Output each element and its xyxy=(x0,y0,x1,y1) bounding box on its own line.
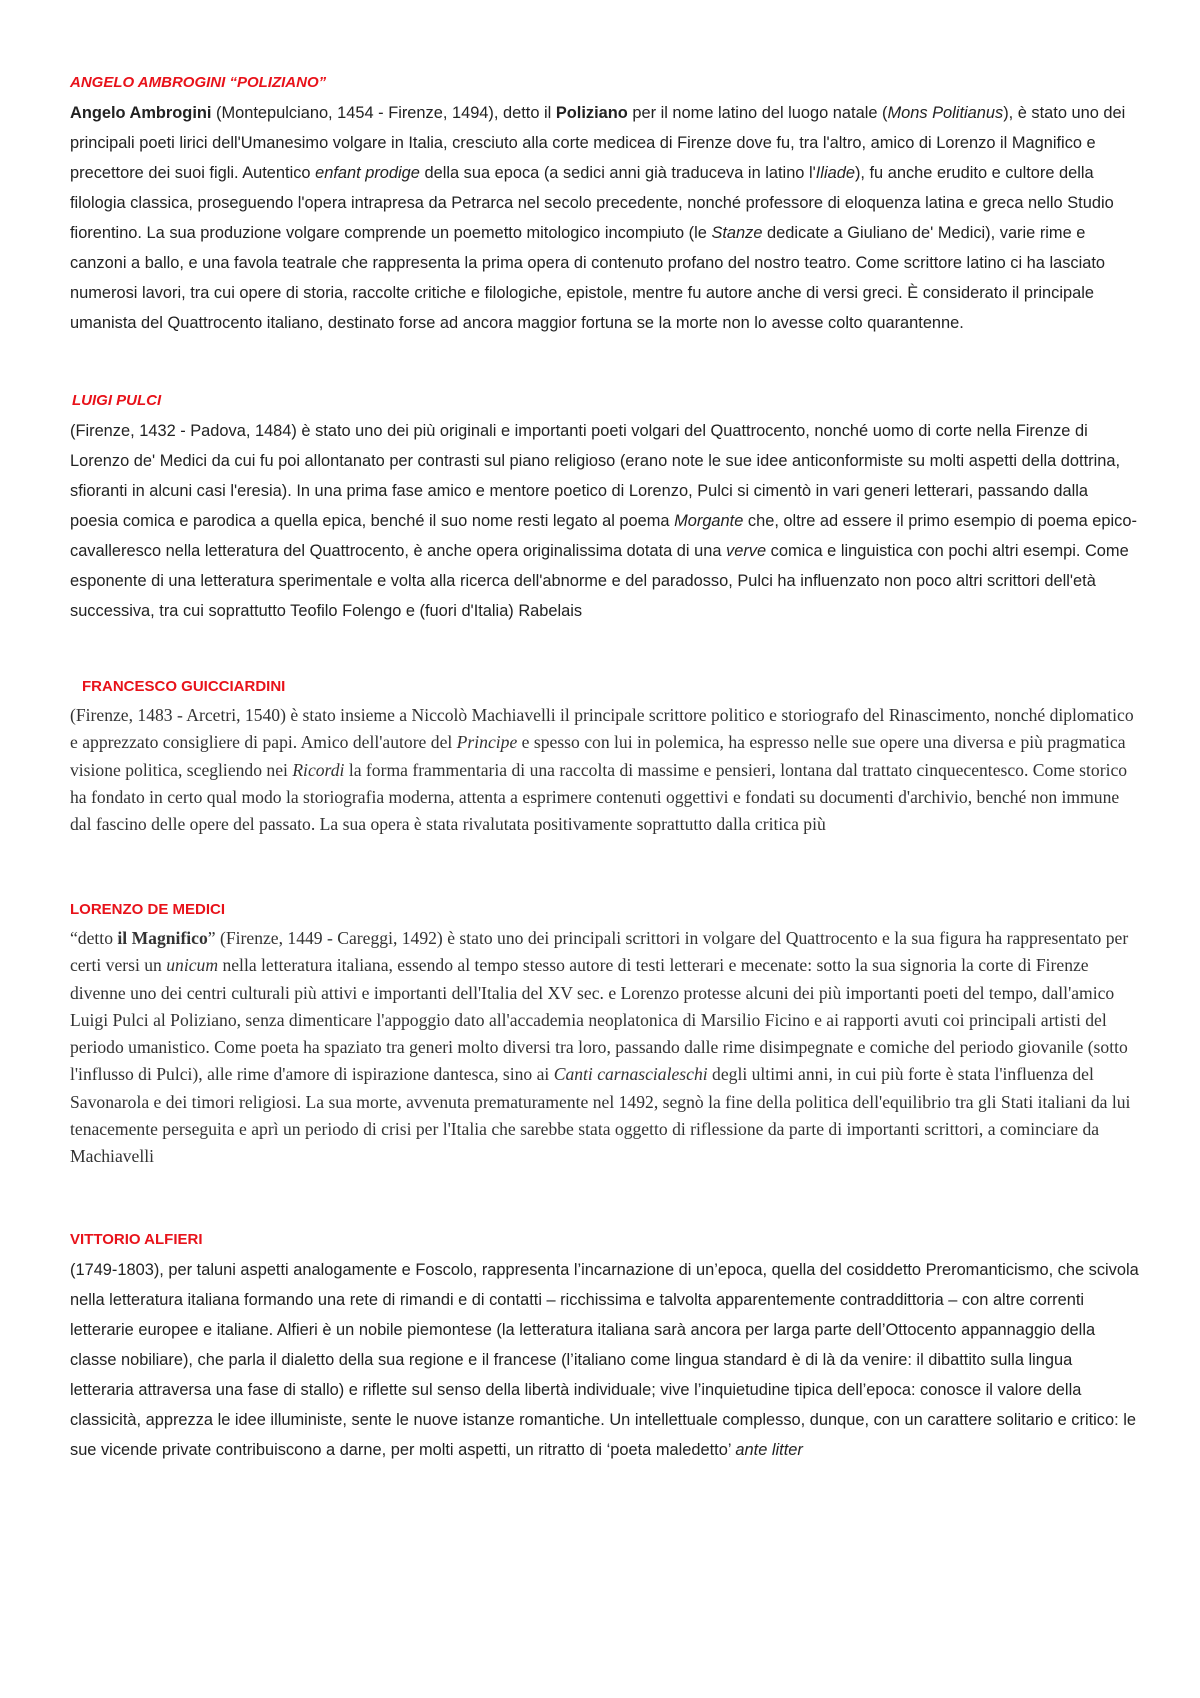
text-run: ” (Firenze, 1449 - Careggi, 1492) è stato uno dei principali scrittori in volgare del Quattrocento e la sua figura ha rappresentato per certi versi un xyxy=(70,928,1129,976)
text-run: per il nome latino del luogo natale ( xyxy=(627,104,888,122)
text-run: ), fu anche erudito e cultore della filologia classica, proseguendo l'opera intrapresa da Petrarca nel secolo precedente, nonché professore di eloquenza latina e greca nello Studio fiorentino. La sua produzione volgare comprende un poemetto mitologico incompiuto (le xyxy=(70,164,1114,242)
text-run: (Firenze, 1432 - Padova, 1484) è stato uno dei più originali e importanti poeti volgari del Quattrocento, nonché uomo di corte nella Firenze di Lorenzo de' Medici da cui fu poi allontanato per contrasti sul piano religioso (erano note le sue idee anticonformiste su molti aspetti della dottrina, sfioranti in alcuni casi l'eresia). In una prima fase amico e mentore poetico di Lorenzo, Pulci si cimentò in vari generi letterari, passando dalla poesia comica e parodica a quella epica, benché il suo nome resti legato al poema xyxy=(70,422,1121,530)
italic-text: unicum xyxy=(166,955,219,976)
italic-text: enfant prodige xyxy=(315,164,420,182)
text-run: comica e linguistica con pochi altri esempi. Come esponente di una letteratura sperimentale e volta alla ricerca dell'abnorme e del paradosso, Pulci ha influenzato non poco altri scrittori dell'età successiva, tra cui soprattutto Teofilo Folengo e (fuori d'Italia) Rabelais xyxy=(70,542,1129,620)
document-page xyxy=(70,72,1140,1483)
section-poliziano xyxy=(70,72,1140,372)
text-run: “detto xyxy=(70,928,118,948)
text-run: nella letteratura italiana, essendo al tempo stesso autore di testi letterari e mecenate: sotto la sua signoria la corte di Firenze divenne uno dei centri culturali più attivi e importanti dell'Italia del XV sec. e Lorenzo protesse alcuni dei più importanti poeti del tempo, dall'amico Luigi Pulci al Poliziano, senza dimenticare l'appoggio dato all'accademia neoplatonica di Marsilio Ficino e ai rapporti avuti coi principali artisti del periodo umanistico. Come poeta ha spaziato tra generi molto diversi tra loro, passando dalle rime disimpegnate e comiche del periodo giovanile (sotto l'influsso di Pulci), alle rime d'amore di ispirazione dantesca, sino ai xyxy=(70,955,1128,1085)
section-heading: LUIGI PULCI xyxy=(72,392,162,409)
italic-text: Ricordi xyxy=(292,759,345,780)
bold-text: Poliziano xyxy=(555,104,628,122)
text-run: dedicate a Giuliano de' Medici), varie rime e canzoni a ballo, e una favola teatrale che rappresenta la prima opera di contenuto profano del nostro teatro. Come scrittore latino ci ha lasciato numerosi lavori, tra cui opere di storia, raccolte critiche e filologiche, epistole, mentre fu autore anche di versi greci. È considerato il principale umanista del Quattrocento italiano, destinato forse ad ancora maggior fortuna se la morte non lo avesse colto quarantenne. xyxy=(70,224,1106,332)
text-run: degli ultimi anni, in cui più forte è stata l'influenza del Savonarola e dei timori religiosi. La sua morte, avvenuta prematuramente nel 1492, segnò la fine della politica dell'equilibrio tra gli Stati italiani da lui tenacemente perseguita e aprì un periodo di crisi per l'Italia che sarebbe stata oggetto di riflessione da parte di importanti scrittori, a cominciare da Machiavelli xyxy=(70,1064,1131,1167)
section-alfieri xyxy=(70,1229,1140,1465)
section-guicciardini xyxy=(70,676,1140,881)
section-body xyxy=(70,416,1140,626)
bold-text: il Magnifico xyxy=(117,928,208,948)
section-pulci xyxy=(70,390,1140,658)
italic-text: Iliade xyxy=(815,164,855,182)
text-run: della sua epoca (a sedici anni già traduceva in latino l' xyxy=(419,164,816,182)
section-heading: LORENZO DE MEDICI xyxy=(70,901,226,918)
italic-text: Morgante xyxy=(674,512,744,530)
section-body xyxy=(70,1255,1140,1465)
italic-text: Mons Politianus xyxy=(887,104,1004,122)
text-run: la forma frammentaria di una raccolta di massime e pensieri, lontana dal trattato cinquecentesco. Come storico ha fondato in certo qual modo la storiografia moderna, attenta a esprimere contenuti oggettivi e fondati su documenti d'archivio, benché non immune dal fascino delle opere del passato. La sua opera è stata rivalutata positivamente soprattutto dalla critica più xyxy=(70,759,1128,835)
italic-text: Principe xyxy=(456,732,518,753)
italic-text: Stanze xyxy=(711,224,763,242)
italic-text: verve xyxy=(726,542,767,560)
italic-text: ante litter xyxy=(735,1441,803,1459)
section-heading: FRANCESCO GUICCIARDINI xyxy=(82,678,286,695)
text-run: che, oltre ad essere il primo esempio di poema epico-cavalleresco nella letteratura del Quattrocento, è anche opera originalissima dotata di una xyxy=(70,512,1137,560)
section-heading: VITTORIO ALFIERI xyxy=(70,1231,203,1248)
text-run: (Firenze, 1483 - Arcetri, 1540) è stato insieme a Niccolò Machiavelli il principale scrittore politico e storiografo del Rinascimento, nonché diplomatico e apprezzato consigliere di papi. Amico dell'autore del xyxy=(70,705,1134,753)
section-lorenzo xyxy=(70,899,1140,1211)
section-body xyxy=(70,702,1140,838)
section-body xyxy=(70,925,1140,1171)
text-run: (1749-1803), per taluni aspetti analogamente e Foscolo, rappresenta l’incarnazione di un’epoca, quella del cosiddetto Preromanticismo, che scivola nella letteratura italiana formando una rete di rimandi e di contatti – ricchissima e talvolta apparentemente contraddittoria – con altre correnti letterarie europee e italiane. Alfieri è un nobile piemontese (la letteratura italiana sarà ancora per larga parte dell’Ottocento appannaggio della classe nobiliare), che parla il dialetto della sua regione e il francese (l’italiano come lingua standard è di là da venire: il dibattito sulla lingua letteraria attraversa una fase di stallo) e riflette sul senso della libertà individuale; vive l’inquietudine tipica dell’epoca: conosce il valore della classicità, apprezza le idee illuministe, sente le nuove istanze romantiche. Un intellettuale complesso, dunque, con un carattere solitario e critico: le sue vicende private contribuiscono a darne, per molti aspetti, un ritratto di ‘poeta maledetto’ xyxy=(70,1261,1139,1459)
section-heading: ANGELO AMBROGINI “POLIZIANO” xyxy=(70,74,327,91)
text-run: e spesso con lui in polemica, ha espresso nelle sue opere una diversa e più pragmatica visione politica, scegliendo nei xyxy=(70,732,1126,780)
text-run: ), è stato uno dei principali poeti lirici dell'Umanesimo volgare in Italia, cresciuto alla corte medicea di Firenze dove fu, tra l'altro, amico di Lorenzo il Magnifico e precettore dei suoi figli. Autentico xyxy=(70,104,1126,182)
bold-text: Angelo Ambrogini xyxy=(70,104,212,122)
text-run: (Montepulciano, 1454 - Firenze, 1494), detto il xyxy=(211,104,556,122)
section-body xyxy=(70,98,1140,338)
italic-text: Canti carnascialeschi xyxy=(553,1064,708,1085)
